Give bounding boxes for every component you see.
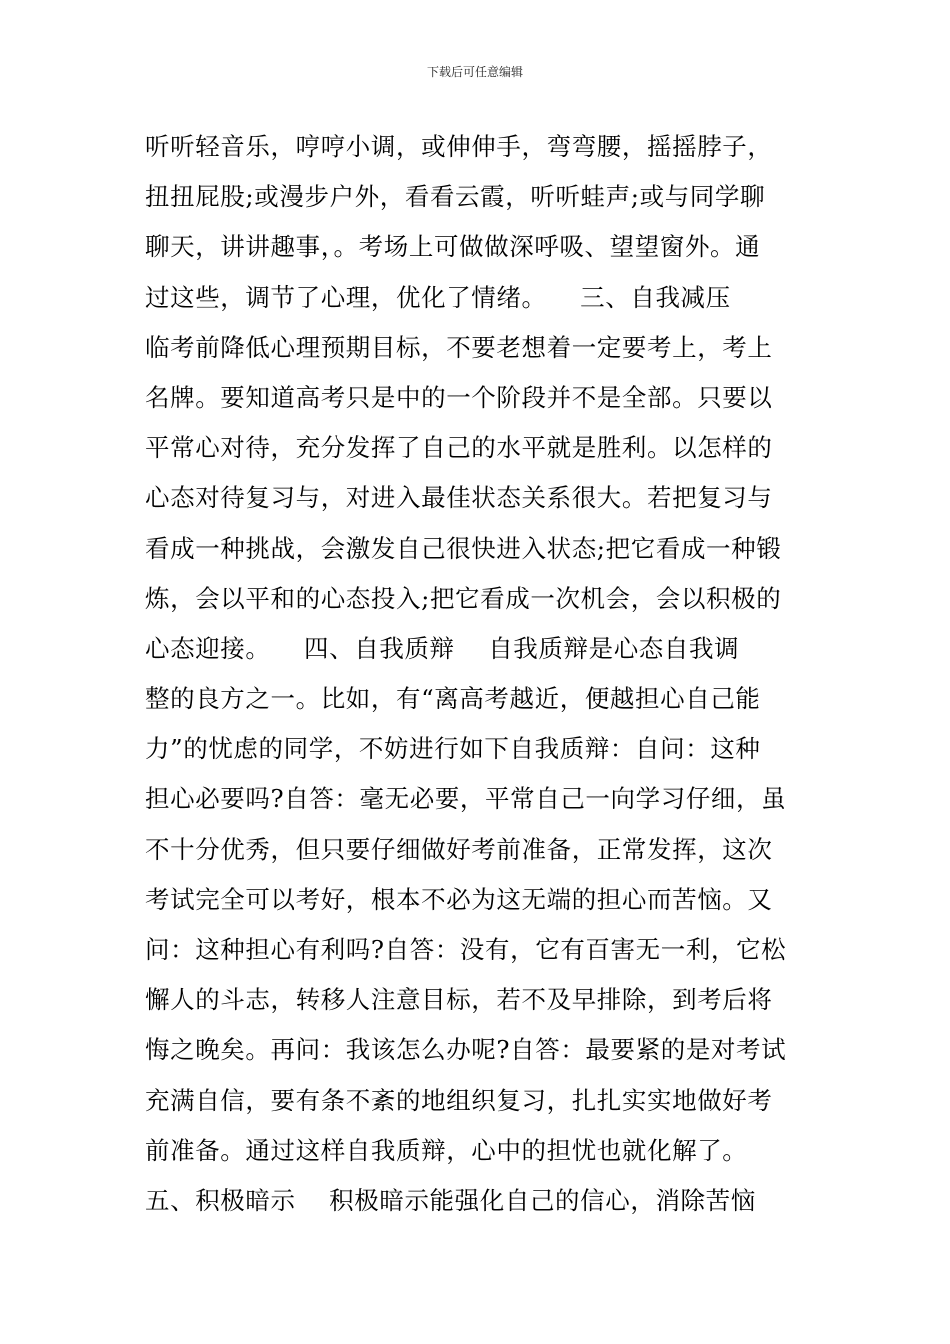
text-line: 问：这种担心有利吗?自答：没有，它有百害无一利，它松 <box>145 935 787 964</box>
text-line: 整的良方之一。比如，有“离高考越近，便越担心自己能 <box>145 684 761 714</box>
document-body <box>145 122 825 1226</box>
text-line: 临考前降低心理预期目标，不要老想着一定要考上，考上 <box>145 332 773 362</box>
text-line: 平常心对待，充分发挥了自己的水平就是胜利。以怎样的 <box>145 433 773 463</box>
text-line: 考试完全可以考好，根本不必为这无端的担心而苦恼。又 <box>145 884 773 914</box>
text-line: 力”的忧虑的同学，不妨进行如下自我质辩：自问：这种 <box>145 734 761 764</box>
text-line: 悔之晚矣。再问：我该怎么办呢?自答：最要紧的是对考试 <box>145 1035 787 1065</box>
text-line: 心态对待复习与，对进入最佳状态关系很大。若把复习与 <box>145 483 773 513</box>
text-line: 过这些，调节了心理，优化了情绪。 三、自我减压 <box>145 282 731 312</box>
page-header: 下载后可任意编辑 <box>426 65 523 79</box>
text-line: 懈人的斗志，转移人注意目标，若不及早排除，到考后将 <box>145 985 773 1015</box>
text-line: 五、积极暗示 积极暗示能强化自己的信心，消除苦恼 <box>145 1185 756 1215</box>
text-line: 扭扭屁股;或漫步户外，看看云霞，听听蛙声;或与同学聊 <box>145 182 766 212</box>
text-line: 听听轻音乐，哼哼小调，或伸伸手，弯弯腰，摇摇脖子， <box>145 132 773 161</box>
text-line: 不十分优秀，但只要仔细做好考前准备，正常发挥，这次 <box>145 834 773 864</box>
text-line: 看成一种挑战，会激发自己很快进入状态;把它看成一种锻 <box>145 533 782 563</box>
text-line: 心态迎接。 四、自我质辩 自我质辩是心态自我调 <box>145 633 740 663</box>
text-line: 名牌。要知道高考只是中的一个阶段并不是全部。只要以 <box>145 382 773 412</box>
text-line: 炼，会以平和的心态投入;把它看成一次机会，会以积极的 <box>145 583 782 613</box>
text-line: 充满自信，要有条不紊的地组织复习，扎扎实实地做好考 <box>145 1085 773 1115</box>
text-line: 担心必要吗?自答：毫无必要，平常自己一向学习仔细，虽 <box>145 784 787 814</box>
text-line: 聊天，讲讲趣事，。考场上可做做深呼吸、望望窗外。通 <box>145 232 761 262</box>
text-line: 前准备。通过这样自我质辩，心中的担忧也就化解了。 <box>145 1135 748 1165</box>
